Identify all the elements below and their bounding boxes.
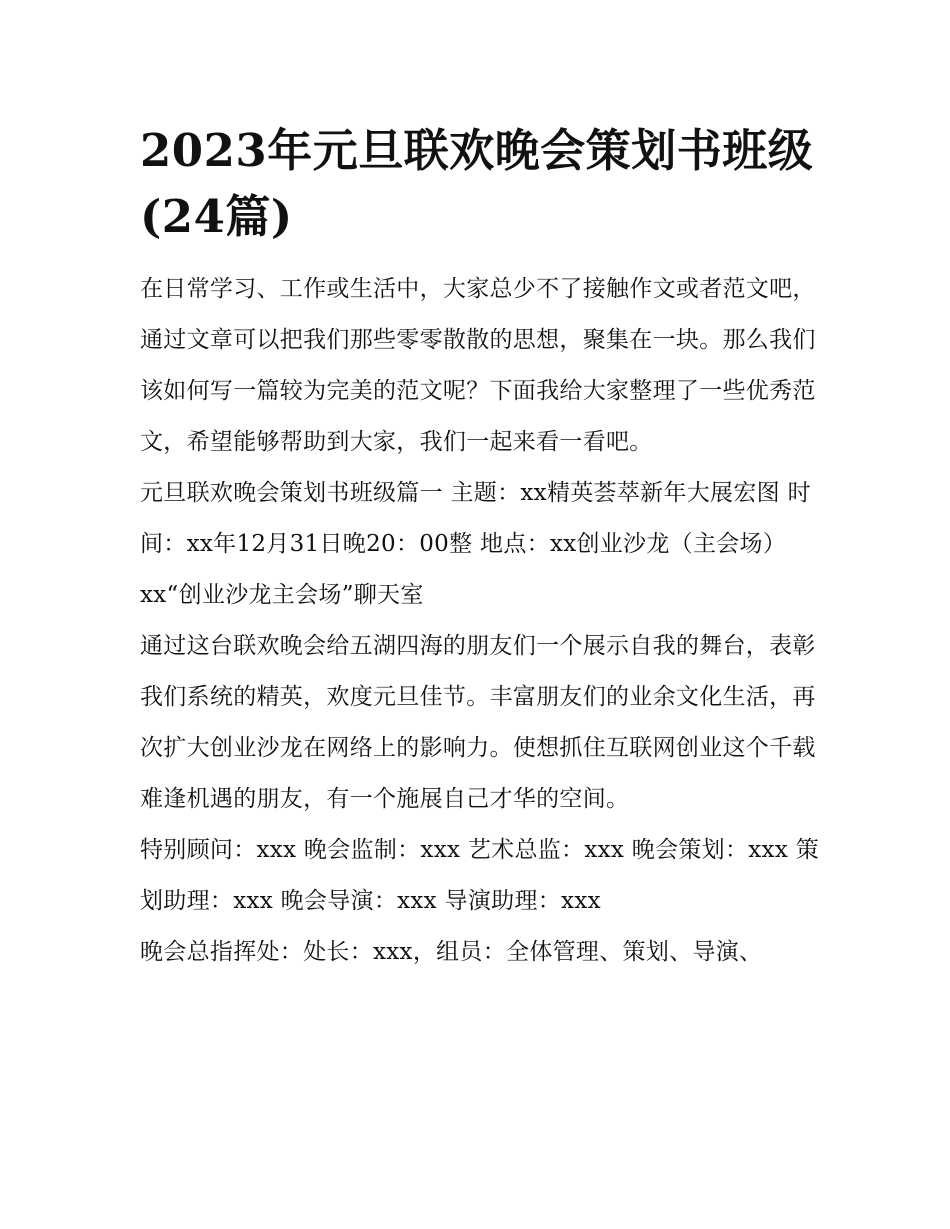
document-title: 2023年元旦联欢晚会策划书班级(24篇) [140,124,814,243]
paragraph-intro: 在日常学习、工作或生活中，大家总少不了接触作文或者范文吧，通过文章可以把我们那些零零散散的思想，聚集在一块。那么我们该如何写一篇较为完美的范文呢？下面我给大家整理了一些优秀范文，希望能够帮助到大家，我们一起来看一看吧。 [140,276,816,455]
paragraph-purpose: 通过这台联欢晚会给五湖四海的朋友们一个展示自我的舞台，表彰我们系统的精英，欢度元旦佳节。丰富朋友们的业余文化生活，再次扩大创业沙龙在网络上的影响力。使想抓住互联网创业这个千载难逢机遇的朋友，有一个施展自己才华的空间。 [140,633,816,812]
document-page [140,118,820,978]
paragraph-theme-time-location: 元旦联欢晚会策划书班级篇一 主题：xx精英荟萃新年大展宏图 时间：xx年12月31日晚20：00整 地点：xx创业沙龙（主会场） [140,480,811,557]
paragraph-staff: 特别顾问：xxx 晚会监制：xxx 艺术总监：xxx 晚会策划：xxx 策划助理：xxx 晚会导演：xxx 导演助理：xxx [140,837,819,914]
paragraph-chatroom: xx“创业沙龙主会场”聊天室 [140,582,424,608]
paragraph-command-office: 晚会总指挥处：处长：xxx，组员：全体管理、策划、导演、 [140,939,763,965]
